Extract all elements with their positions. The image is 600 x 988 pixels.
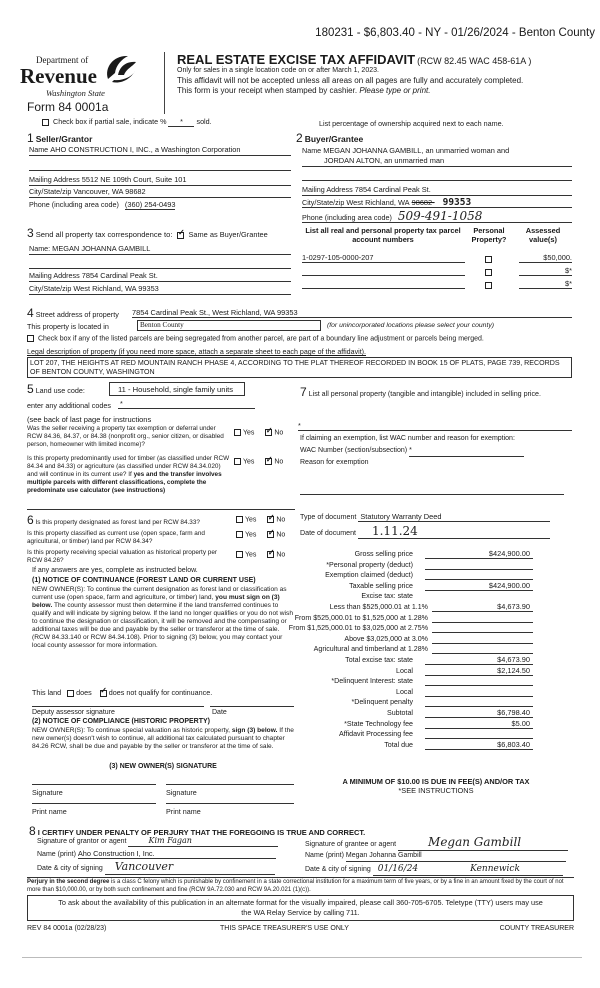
reason-field[interactable] xyxy=(300,491,564,495)
parcel-number-field[interactable] xyxy=(302,266,465,276)
seller-name-label: Name xyxy=(29,145,49,154)
fee-value-field[interactable] xyxy=(432,613,533,623)
county-select[interactable]: Benton County xyxy=(137,320,321,331)
recording-stamp-line: 180231 - $6,803.40 - NY - 01/26/2024 - Benton County xyxy=(315,27,595,39)
buyer-title: Buyer/Grantee xyxy=(304,134,364,144)
wac-field[interactable]: * xyxy=(409,447,524,457)
grantee-name-label: Name (print) xyxy=(305,852,344,859)
perjury-notice xyxy=(27,877,574,895)
additional-codes-field[interactable]: * xyxy=(118,399,255,409)
partial-sale-checkbox[interactable] xyxy=(42,119,49,126)
seller-heading xyxy=(27,131,92,146)
grantee-city: Kennewick xyxy=(470,864,520,874)
fee-value-field[interactable] xyxy=(432,634,533,644)
timber-question-bold: yes and the transfer involves multiple parcels with different classifications, complete the predominate use calculator (see instructions) xyxy=(27,470,222,494)
partial-sale-sold: sold. xyxy=(196,117,212,126)
fee-value-field[interactable]: $6,798.40 xyxy=(425,708,533,718)
fee-label: *Personal property (deduct) xyxy=(326,560,413,569)
corr-name-line2[interactable] xyxy=(29,258,291,269)
fee-value-field[interactable] xyxy=(425,729,533,739)
seller-mailing: 5512 NE 109th Court, Suite 101 xyxy=(81,175,187,184)
perjury-bold: Perjury in the second degree xyxy=(27,879,110,885)
fee-value-field[interactable]: $424,900.00 xyxy=(425,581,533,591)
exemption-question-text: Was the seller receiving a property tax exemption or deferral under RCW 84.36, 84.37, or 84.38 (nonprofit org., senior citizen, or disabled person, homeowner with limited income)? xyxy=(27,425,224,448)
corr-name: MEGAN JOHANNA GAMBILL xyxy=(52,244,151,253)
section-6-number: 6 xyxy=(27,513,34,527)
land-use-row xyxy=(27,382,85,397)
corr-city-field[interactable] xyxy=(29,284,291,295)
forest-yes-checkbox[interactable] xyxy=(236,516,243,523)
yes-label: Yes xyxy=(243,458,255,466)
historic-no-checkbox[interactable] xyxy=(267,551,274,558)
grantee-date-city-field[interactable] xyxy=(373,864,563,876)
forest-answer xyxy=(236,516,285,525)
section-8-number: 8 xyxy=(29,824,36,838)
fee-value-field[interactable]: $6,803.40 xyxy=(425,740,533,750)
ownership-note: List percentage of ownership acquired next to each name. xyxy=(319,119,504,128)
street-address-field[interactable]: 7854 Cardinal Peak St., West Richland, WA 99353 xyxy=(132,308,572,318)
fee-label: Gross selling price xyxy=(354,550,413,558)
partial-sale-percent[interactable]: * xyxy=(168,117,194,127)
does-not-label: does not qualify for continuance. xyxy=(108,688,213,697)
parcels-col-numbers: List all real and personal property tax parcel account numbers xyxy=(305,226,461,244)
fee-label: Exemption claimed (deduct) xyxy=(325,571,413,580)
checkbox-box[interactable] xyxy=(485,269,492,276)
treasurer-use-only: THIS SPACE TREASURER'S USE ONLY xyxy=(220,925,349,932)
grantee-name[interactable]: Megan Johanna Gambill xyxy=(346,852,566,862)
personal-property-checkbox[interactable] xyxy=(485,254,494,263)
fee-label: *Delinquent penalty xyxy=(351,698,413,707)
personal-property-label xyxy=(300,385,572,400)
fee-label: Less than $525,000.01 at 1.1% xyxy=(329,603,428,611)
notice2-body xyxy=(32,727,294,751)
grantee-signature-label: Signature of grantee or agent xyxy=(305,841,397,848)
fee-value-field[interactable] xyxy=(432,644,533,654)
exemption-answer xyxy=(234,429,283,438)
buyer-name-line1: MEGAN JOHANNA GAMBILL, an unmarried woman and xyxy=(323,146,510,155)
if-yes-note: If any answers are yes, complete as instructed below. xyxy=(32,567,198,574)
assessed-value-field[interactable]: $* xyxy=(519,279,572,289)
grantor-name-row xyxy=(37,849,276,860)
corr-name-label: Name: xyxy=(29,244,51,253)
notice1-body xyxy=(32,586,294,650)
instructions-note: (see back of last page for instructions xyxy=(27,415,152,424)
parcels-col-value: Assessed value(s) xyxy=(525,226,561,244)
yes-label: Yes xyxy=(245,551,257,559)
fee-value-field[interactable] xyxy=(432,623,533,633)
fee-label: Taxable selling price xyxy=(349,581,413,590)
fee-label: Agricultural and timberland at 1.28% xyxy=(313,645,428,654)
fee-label: Excise tax: state xyxy=(361,592,413,601)
forest-no-checkbox[interactable] xyxy=(267,516,274,523)
deputy-date-line[interactable] xyxy=(210,701,294,707)
no-label: No xyxy=(276,516,286,524)
grantor-name-label: Name (print) xyxy=(37,851,76,858)
notice1-text-b: The county assessor must then determine if the land transferred continues to qualify and will indicate by signing below. If the land no longer qualifies or you do not wish to continue the designation or classification, it will be removed and the compensating or additional taxes will be due and payable by the seller or transferor at the time of sale. (RCW 84.33.140 or RCW 84.34.108). Prior to signing (3) below, you may contact your local county assessor for more information. xyxy=(32,602,293,650)
continuance-row xyxy=(32,688,212,697)
notice2-text-bold: sign (3) below. xyxy=(231,727,278,734)
print-name-label-2: Print name xyxy=(166,807,201,816)
parcel-number-field[interactable]: 1-0297-105-0000-207 xyxy=(302,253,465,263)
partial-sale-label: Check box if partial sale, indicate % xyxy=(53,117,167,126)
located-in-label: This property is located in xyxy=(27,322,109,331)
fee-value-field[interactable] xyxy=(425,570,533,580)
exemption-question xyxy=(27,425,232,449)
grantor-date-row xyxy=(37,860,275,876)
does-not-qualify-checkbox[interactable] xyxy=(100,690,107,697)
street-address-row xyxy=(27,306,119,321)
no-label: No xyxy=(274,458,284,466)
segregated-row xyxy=(27,335,484,344)
buyer-mailing: 7854 Cardinal Peak St. xyxy=(354,185,431,194)
buyer-city-field[interactable] xyxy=(302,197,572,208)
buyer-phone: 509-491-1058 xyxy=(397,209,483,223)
deputy-date-label: Date xyxy=(212,709,227,716)
grantor-signature-label: Signature of grantor or agent xyxy=(37,838,127,845)
this-land-label: This land xyxy=(32,688,62,697)
street-address-label: Street address of property xyxy=(35,310,119,319)
seller-city: Vancouver, WA 98682 xyxy=(73,187,146,196)
form-revision: REV 84 0001a (02/28/23) xyxy=(27,925,107,932)
historic-question: Is this property receiving special valuation as historical property per RCW 84.26? xyxy=(27,549,218,564)
signature-label-1: Signature xyxy=(32,788,63,797)
fee-value-field[interactable]: $4,673.90 xyxy=(425,655,533,665)
fee-label: Total due xyxy=(384,740,413,749)
notice1-title: (1) NOTICE OF CONTINUANCE (FOREST LAND OR CURRENT USE) xyxy=(32,577,256,584)
fee-label: Affidavit Processing fee xyxy=(339,730,413,739)
timber-question-text: Is this property predominantly used for timber (as classified under RCW 84.34 and 84.33) or agriculture (as classified under RCW 84.34.020) and will continue in its current use? If xyxy=(27,455,230,478)
seller-city-field[interactable] xyxy=(29,187,291,198)
minimum-due-note: A MINIMUM OF $10.00 IS DUE IN FEE(S) AND/OR TAX xyxy=(342,777,530,786)
checkbox-box[interactable] xyxy=(485,256,492,263)
current-use-question: Is this property classified as current use (open space, farm and agricultural, or timber) land per RCW 84.34? xyxy=(27,530,205,545)
yes-label: Yes xyxy=(245,531,257,539)
seller-name: AHO CONSTRUCTION I, INC., a Washington Corporation xyxy=(50,145,241,154)
current-use-no-checkbox[interactable] xyxy=(267,531,274,538)
section-7-number: 7 xyxy=(300,385,307,399)
form-title: REAL ESTATE EXCISE TAX AFFIDAVIT xyxy=(177,52,416,67)
fee-label: *Delinquent Interest: state xyxy=(331,677,413,686)
fee-label: Above $3,025,000 at 3.0% xyxy=(344,634,428,643)
notice2-title: (2) NOTICE OF COMPLIANCE (HISTORIC PROPERTY) xyxy=(32,718,210,725)
grantor-signature[interactable]: Kim Fagan xyxy=(128,836,278,847)
no-label: No xyxy=(274,429,284,437)
timber-yes-checkbox[interactable] xyxy=(234,458,241,465)
timber-question xyxy=(27,455,232,494)
logo-state: Washington State xyxy=(46,88,105,98)
partial-sale-row xyxy=(42,117,212,127)
header-divider xyxy=(164,52,165,114)
owner-print-line-1[interactable] xyxy=(32,800,156,804)
corr-city: West Richland, WA 99353 xyxy=(73,284,159,293)
personal-property-checkbox[interactable] xyxy=(485,280,494,289)
county-treasurer: COUNTY TREASURER xyxy=(499,925,574,932)
same-as-buyer-label: Same as Buyer/Grantee xyxy=(188,230,268,239)
logo-revenue: Revenue xyxy=(20,64,97,88)
subtitle-3-text: This form is your receipt when stamped by cashier. xyxy=(177,86,358,95)
owner-signature-line-1[interactable] xyxy=(32,781,156,785)
grantee-name-row xyxy=(305,852,566,862)
grantor-name[interactable]: Aho Construction I, Inc. xyxy=(78,849,276,859)
buyer-name-line3[interactable] xyxy=(302,170,572,181)
buyer-zip: 99353 xyxy=(442,197,472,208)
notice3-title: (3) NEW OWNER(S) SIGNATURE xyxy=(109,763,217,770)
yes-label: Yes xyxy=(243,429,255,437)
deputy-signature-label: Deputy assessor signature xyxy=(32,709,115,716)
dor-emblem-icon xyxy=(102,53,138,85)
grantee-signature-row xyxy=(305,834,568,853)
seller-name-field[interactable] xyxy=(29,145,291,156)
segregated-label: Check box if any of the listed parcels are being segregated from another parcel, are part of a boundary line adjustment or parcels being merged. xyxy=(37,335,484,343)
grantee-date: 01/16/24 xyxy=(377,864,419,874)
notice1-text-a: NEW OWNER(S): To continue the current designation as forest land or classification as current use (open space, farm and agriculture, or timber) land, xyxy=(32,586,287,602)
legal-description-label: Legal description of property (if you need more space, attach a separate sheet to each page of the affidavit). xyxy=(27,348,367,356)
historic-answer xyxy=(236,551,285,560)
buyer-phone-field[interactable] xyxy=(302,209,572,223)
does-qualify-checkbox[interactable] xyxy=(67,690,74,697)
assessed-value-field[interactable]: $50,000. xyxy=(519,253,572,263)
print-name-label-1: Print name xyxy=(32,807,67,816)
grantee-date-row xyxy=(305,864,563,876)
exemption-no-checkbox[interactable] xyxy=(265,429,272,436)
correspondence-label: Send all property tax correspondence to: xyxy=(35,230,173,239)
see-instructions-note: *SEE INSTRUCTIONS xyxy=(398,786,474,795)
subtitle-3-italic: Please type or print. xyxy=(359,86,431,95)
exemption-claim-label: If claiming an exemption, list WAC number and reason for exemption: xyxy=(300,435,515,442)
no-label: No xyxy=(276,531,286,539)
corr-city-label: City/State/zip xyxy=(29,284,72,293)
correspondence-heading xyxy=(27,226,268,241)
deputy-signature-line[interactable] xyxy=(32,701,204,707)
assessed-value-field[interactable]: $* xyxy=(519,266,572,276)
forest-question xyxy=(27,513,234,530)
seller-phone-label: Phone (including area code) xyxy=(29,200,119,209)
grantor-date-label: Date & city of signing xyxy=(37,865,103,872)
signature-label-2: Signature xyxy=(166,788,197,797)
owner-print-line-2[interactable] xyxy=(166,800,294,804)
subtitle-2: This affidavit will not be accepted unless all areas on all pages are fully and accurately completed. xyxy=(177,76,524,85)
section-7-text: List all personal property (tangible and intangible) included in selling price. xyxy=(308,390,541,398)
doc-date-label: Date of document xyxy=(300,529,356,537)
subtitle-1: Only for sales in a single location code on or after March 1, 2023. xyxy=(177,67,379,74)
fee-label: Total excise tax: state xyxy=(345,656,413,664)
notice2-text-a: NEW OWNER(S): To continue special valuation as historic property, xyxy=(32,727,231,734)
corr-mailing-label: Mailing Address xyxy=(29,271,80,280)
corr-name-field[interactable] xyxy=(29,244,291,255)
land-use-label: Land use code: xyxy=(35,386,85,395)
buyer-city-label: City/State/zip xyxy=(302,198,345,207)
owner-signature-line-2[interactable] xyxy=(166,781,294,785)
fee-label: From $1,525,000.01 to $3,025,000 at 2.75% xyxy=(288,624,428,633)
fee-value-field[interactable]: $2,124.50 xyxy=(425,666,533,676)
fee-label: Subtotal xyxy=(386,709,413,717)
buyer-zip-struck: 98682- xyxy=(411,198,435,207)
fee-value-field[interactable]: $4,673.90 xyxy=(432,602,533,612)
seller-city-label: City/State/zip xyxy=(29,187,72,196)
certify-statement: I CERTIFY UNDER PENALTY OF PERJURY THAT THE FOREGOING IS TRUE AND CORRECT. xyxy=(37,828,366,837)
personal-property-checkbox[interactable] xyxy=(485,267,494,276)
seller-title: Seller/Grantor xyxy=(35,134,93,144)
county-note: (for unincorporated locations please select your county) xyxy=(327,322,494,329)
does-label: does xyxy=(76,688,92,697)
doc-type-row xyxy=(300,512,550,522)
seller-mailing-field[interactable] xyxy=(29,175,291,186)
current-use-yes-checkbox[interactable] xyxy=(236,531,243,538)
perjury-text: is a class C felony which is punishable by confinement in a state correctional institution for a maximum term of five years, or by a fine in an amount fixed by the court of not more than $10,000.00, or by both such confinement and fine (RCW 9A.72.030 and RCW 9A.20.021 (1)(c)). xyxy=(27,879,564,893)
section-1-number: 1 xyxy=(27,131,34,145)
fee-label: Local xyxy=(396,666,413,675)
seller-name-line2[interactable] xyxy=(29,160,291,171)
section-5-number: 5 xyxy=(27,382,34,396)
fee-value-field[interactable] xyxy=(425,560,533,570)
yes-label: Yes xyxy=(245,516,257,524)
corr-mailing-field[interactable] xyxy=(29,271,291,282)
accessibility-notice: To ask about the availability of this publication in an alternate format for the visually impaired, please call 360-705-6705. Teletype (TTY) users may use the WA Relay Service by calling 711. xyxy=(27,895,574,921)
current-use-answer xyxy=(236,531,285,540)
buyer-heading xyxy=(296,131,363,146)
seller-mailing-label: Mailing Address xyxy=(29,175,80,184)
timber-answer xyxy=(234,458,283,467)
wac-label: WAC Number (section/subsection) xyxy=(300,447,408,454)
fee-label: *State Technology fee xyxy=(344,719,413,728)
forest-question-text: Is this property designated as forest land per RCW 84.33? xyxy=(35,519,200,526)
section-2-number: 2 xyxy=(296,131,303,145)
section-4-number: 4 xyxy=(27,306,34,320)
same-as-buyer-checkbox[interactable] xyxy=(177,232,184,239)
notice1-text-bold: you must sign on (3) below. xyxy=(32,594,280,610)
seller-phone: (360) 254-0493 xyxy=(124,200,176,209)
timber-no-checkbox[interactable] xyxy=(265,458,272,465)
fee-value-field[interactable]: $5.00 xyxy=(425,719,533,729)
grantee-signature[interactable]: Megan Gambill xyxy=(398,834,568,851)
fee-value-field[interactable] xyxy=(425,687,533,697)
form-title-ref: (RCW 82.45 WAC 458-61A ) xyxy=(417,56,532,66)
historic-yes-checkbox[interactable] xyxy=(236,551,243,558)
grantor-date-city[interactable]: Vancouver xyxy=(105,860,275,875)
notice2-text-b: If the new owner(s) doesn't wish to continue, all additional tax calculated pursuant to chapter 84.26 RCW, shall be due and payable by the seller or transferor at the time of sale. xyxy=(32,727,294,751)
form-title-row xyxy=(177,52,531,68)
parcel-number-field[interactable] xyxy=(302,279,465,289)
wac-row xyxy=(300,447,524,457)
fee-label: Local xyxy=(396,687,413,696)
doc-type-label: Type of document xyxy=(300,513,357,521)
buyer-name-field[interactable] xyxy=(302,146,572,155)
exemption-yes-checkbox[interactable] xyxy=(234,429,241,436)
form-number: Form 84 0001a xyxy=(27,100,109,114)
subtitle-3 xyxy=(177,86,430,96)
parcels-col-personal: Personal Property? xyxy=(471,226,507,244)
buyer-name-line2-field[interactable] xyxy=(302,156,572,167)
grantor-signature-row xyxy=(37,836,278,847)
buyer-mailing-field[interactable] xyxy=(302,185,572,196)
checkbox-box[interactable] xyxy=(485,282,492,289)
no-label: No xyxy=(276,551,286,559)
personal-property-field[interactable]: * xyxy=(298,421,572,431)
doc-type-field[interactable]: Statutory Warranty Deed xyxy=(358,512,550,522)
doc-date-row xyxy=(300,524,550,540)
fee-value-field[interactable] xyxy=(425,676,533,686)
section-3-number: 3 xyxy=(27,226,34,240)
grantee-date-label: Date & city of signing xyxy=(305,866,371,873)
buyer-phone-label: Phone (including area code) xyxy=(302,213,392,222)
fee-value-field[interactable] xyxy=(425,697,533,707)
buyer-city: West Richland, WA xyxy=(346,198,410,207)
buyer-name-line2: JORDAN ALTON, an unmarried man xyxy=(324,156,445,165)
corr-mailing: 7854 Cardinal Peak St. xyxy=(81,271,158,280)
bottom-rule xyxy=(22,957,582,958)
fee-label: From $525,000.01 to $1,525,000 at 1.28% xyxy=(294,613,428,622)
legal-description-field[interactable]: LOT 207, THE HEIGHTS AT RED MOUNTAIN RANCH PHASE 4, ACCORDING TO THE PLAT THEREOF RECORDED IN BOOK 15 OF PLATS, PAGE 739, RECORDS OF BENTON COUNTY, WASHINGTON xyxy=(27,357,572,378)
buyer-mailing-label: Mailing Address xyxy=(302,185,353,194)
fee-value-field[interactable]: $424,900.00 xyxy=(425,549,533,559)
doc-date-field[interactable]: 1.11.24 xyxy=(358,524,550,539)
reason-label: Reason for exemption xyxy=(300,459,369,466)
seller-phone-field[interactable] xyxy=(29,200,291,211)
additional-codes-label: enter any additional codes xyxy=(27,401,111,410)
section-divider xyxy=(27,509,295,510)
segregated-checkbox[interactable] xyxy=(27,335,34,342)
land-use-code-select[interactable]: 11 - Household, single family units xyxy=(109,382,245,396)
buyer-name-label: Name xyxy=(302,146,322,155)
logo-dept: Department of xyxy=(36,55,89,65)
